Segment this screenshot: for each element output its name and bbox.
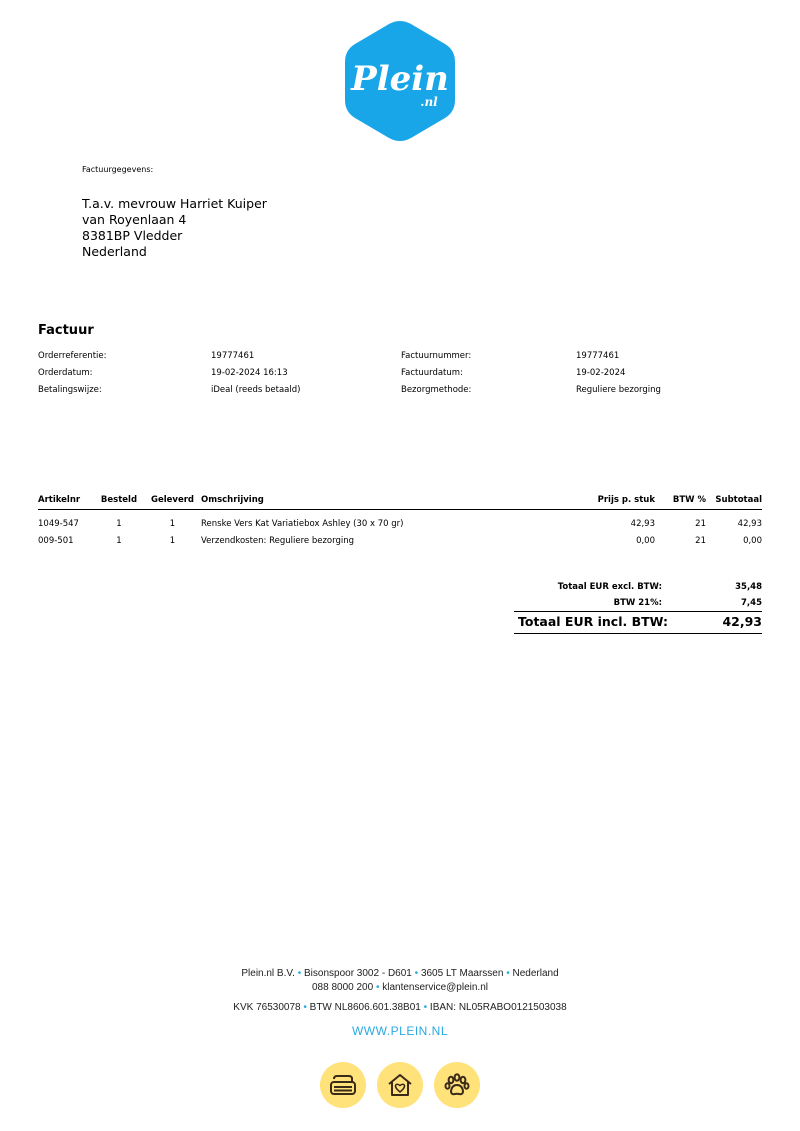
footer-company: Plein.nl B.V. xyxy=(241,968,295,979)
address-line: Nederland xyxy=(82,244,147,259)
total-excl-label: Totaal EUR excl. BTW: xyxy=(557,582,662,592)
col-header-artikelnr: Artikelnr xyxy=(38,495,94,510)
table-header-row xyxy=(38,495,762,510)
billing-label: Factuurgegevens: xyxy=(82,165,154,174)
cell-subtotaal: 0,00 xyxy=(743,535,762,546)
items-table xyxy=(38,495,762,549)
order-date-label: Orderdatum: xyxy=(38,368,93,378)
order-ref-label: Orderreferentie: xyxy=(38,351,107,361)
paw-icon xyxy=(434,1062,480,1108)
footer-company-line xyxy=(0,968,800,979)
footer-country: Nederland xyxy=(512,968,559,979)
cell-omschrijving: Verzendkosten: Reguliere bezorging xyxy=(201,535,355,546)
delivery-value: Reguliere bezorging xyxy=(576,385,661,395)
totals-divider xyxy=(514,611,762,612)
col-header-geleverd: Geleverd xyxy=(144,495,201,510)
separator-dot: • xyxy=(297,968,302,979)
invoice-date-label: Factuurdatum: xyxy=(401,368,463,378)
payment-label: Betalingswijze: xyxy=(38,385,102,395)
totals-underline xyxy=(514,633,762,634)
footer-email: klantenservice@plein.nl xyxy=(382,982,488,993)
cell-omschrijving: Renske Vers Kat Variatiebox Ashley (30 x 70 gr) xyxy=(201,518,404,529)
cell-besteld: 1 xyxy=(116,535,122,546)
footer-website: WWW.PLEIN.NL xyxy=(351,1024,448,1038)
total-excl-value: 35,48 xyxy=(735,582,762,592)
footer-city: 3605 LT Maarssen xyxy=(420,968,504,979)
separator-dot: • xyxy=(423,1002,428,1013)
col-header-prijs: Prijs p. stuk xyxy=(591,495,655,510)
delivery-label: Bezorgmethode: xyxy=(401,385,472,395)
footer-iban: IBAN: NL05RABO0121503038 xyxy=(429,1002,567,1013)
footer-kvk: KVK 76530078 xyxy=(233,1002,301,1013)
invoice-title: Factuur xyxy=(38,323,94,338)
separator-dot: • xyxy=(414,968,419,979)
col-header-btw: BTW % xyxy=(655,495,706,510)
table-row xyxy=(38,532,762,549)
cell-geleverd: 1 xyxy=(169,518,176,529)
footer-contact-line xyxy=(0,982,800,993)
plein-logo xyxy=(345,20,455,142)
address-line: 8381BP Vledder xyxy=(82,228,183,243)
cell-geleverd: 1 xyxy=(169,535,176,546)
pet-house-heart-icon xyxy=(377,1062,423,1108)
cat-bed-icon xyxy=(320,1062,366,1108)
address-line: van Royenlaan 4 xyxy=(82,212,187,227)
col-header-besteld: Besteld xyxy=(94,495,144,510)
cell-artikelnr: 1049-547 xyxy=(38,518,79,529)
total-incl-label: Totaal EUR incl. BTW: xyxy=(518,614,669,629)
logo-text: Plein xyxy=(351,59,449,99)
footer-phone: 088 8000 200 xyxy=(311,982,374,993)
invoice-date-value: 19-02-2024 xyxy=(576,368,626,378)
cell-subtotaal: 42,93 xyxy=(737,518,762,529)
billing-address xyxy=(82,196,267,260)
cell-prijs: 0,00 xyxy=(636,535,655,546)
cell-artikelnr: 009-501 xyxy=(38,535,74,546)
cell-btw: 21 xyxy=(695,518,706,529)
logo-suffix: .nl xyxy=(420,95,438,109)
table-row xyxy=(38,510,762,533)
invoice-no-label: Factuurnummer: xyxy=(401,351,472,361)
cell-prijs: 42,93 xyxy=(630,518,655,529)
separator-dot: • xyxy=(375,982,380,993)
order-ref-value: 19777461 xyxy=(211,351,255,361)
invoice-no-value: 19777461 xyxy=(576,351,620,361)
address-line: T.a.v. mevrouw Harriet Kuiper xyxy=(82,196,267,211)
separator-dot: • xyxy=(506,968,510,979)
footer-btw: BTW NL8606.601.38B01 xyxy=(309,1002,421,1013)
col-header-subtotaal: Subtotaal xyxy=(706,495,762,510)
payment-value: iDeal (reeds betaald) xyxy=(211,385,301,395)
cell-besteld: 1 xyxy=(116,518,122,529)
separator-dot: • xyxy=(303,1002,307,1013)
col-header-omschrijving: Omschrijving xyxy=(201,495,591,510)
vat-value: 7,45 xyxy=(741,598,762,608)
footer-street: Bisonspoor 3002 - D601 xyxy=(304,968,412,979)
vat-label: BTW 21%: xyxy=(613,598,662,608)
order-date-value: 19-02-2024 16:13 xyxy=(211,368,288,378)
total-incl-value: 42,93 xyxy=(722,614,762,629)
cell-btw: 21 xyxy=(695,535,706,546)
footer-registration-line xyxy=(0,1002,800,1013)
